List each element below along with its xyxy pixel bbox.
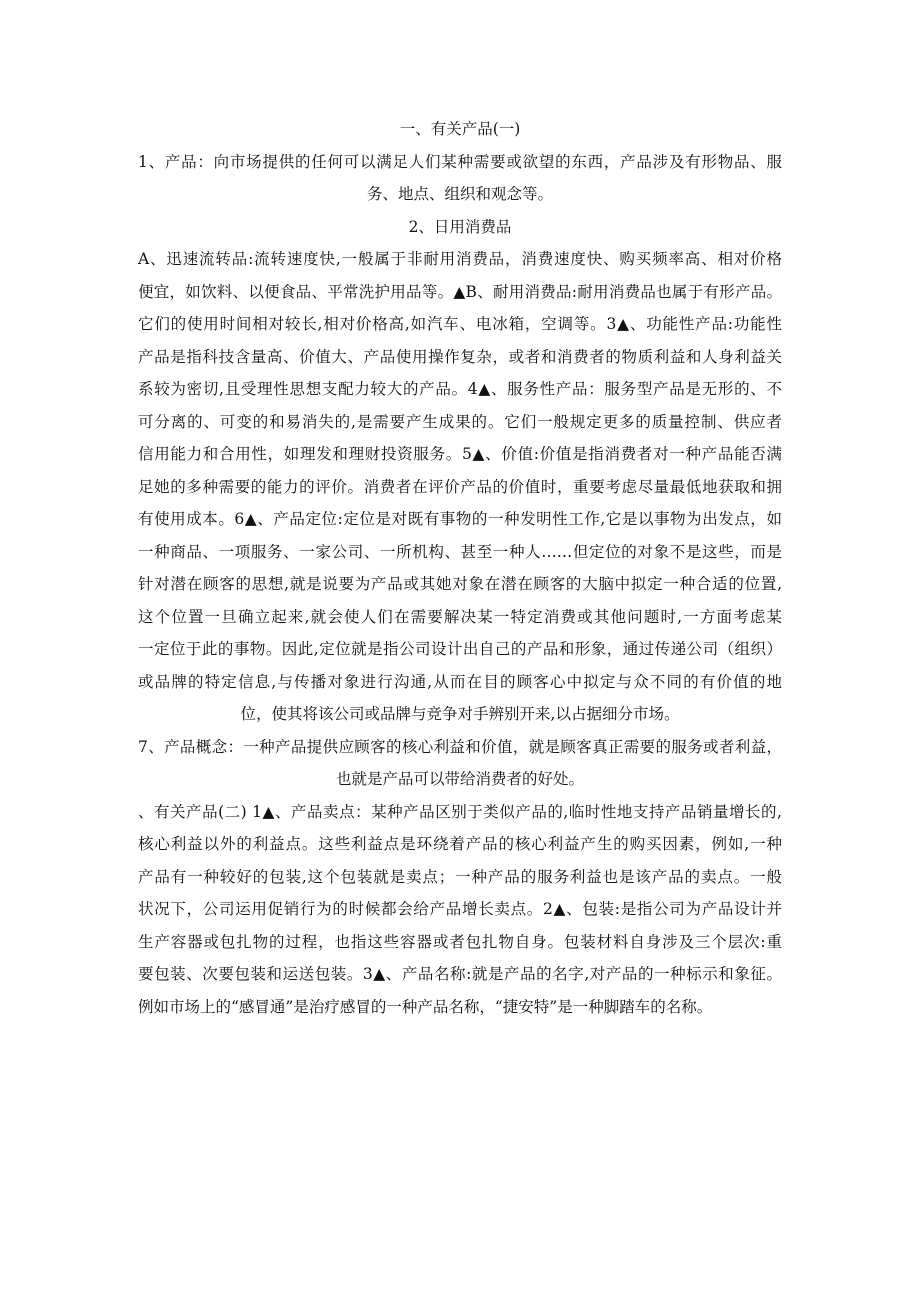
paragraph-line: 可分离的、可变的和易消失的,是需要产生成果的。它们一般规定更多的质量控制、供应者 xyxy=(138,412,782,431)
paragraph-line: 要包装、次要包装和运送包装。3▲、产品名称:就是产品的名字,对产品的一种标示和象征。 xyxy=(138,965,782,983)
paragraph-line: 位，使其将该公司或品牌与竞争对手辨别开来,以占据细分市场。 xyxy=(240,705,680,723)
page-title: 一、有关产品(一) xyxy=(399,120,521,138)
paragraph-line: 也就是产品可以带给消费者的好处。 xyxy=(335,770,584,788)
paragraph-line: 例如市场上的“感冒通”是治疗感冒的一种产品名称，“捷安特”是一种脚踏车的名称。 xyxy=(138,997,713,1016)
paragraph-line: 这个位置一旦确立起来,就会使人们在需要解决某一特定消费或其他问题时,一方面考虑某 xyxy=(138,607,782,626)
paragraph-line: 一定位于此的事物。因此,定位就是指公司设计出自己的产品和形象，通过传递公司（组织） xyxy=(138,640,782,658)
paragraph-line: 产品有一种较好的包装,这个包装就是卖点；一种产品的服务利益也是该产品的卖点。一般 xyxy=(138,867,782,886)
paragraph-line: 一种商品、一项服务、一家公司、一所机构、甚至一种人……但定位的对象不是这些，而是 xyxy=(138,542,782,561)
paragraph-line: 便宜，如饮料、以便食品、平常洗护用品等。▲B、耐用消费品:耐用消费品也属于有形产品。 xyxy=(138,282,782,301)
paragraph-line: 足她的多种需要的能力的评价。消费者在评价产品的价值时，重要考虑尽量最低地获取和拥 xyxy=(138,477,782,496)
paragraph-line: 核心利益以外的利益点。这些利益点是环绕着产品的核心利益产生的购买因素，例如,一种 xyxy=(138,835,782,853)
paragraph-line: 针对潜在顾客的思想,就是说要为产品或其她对象在潜在顾客的大脑中拟定一种合适的位置, xyxy=(138,575,782,593)
paragraph-line: 7、产品概念：一种产品提供应顾客的核心利益和价值，就是顾客真正需要的服务或者利益， xyxy=(138,737,782,756)
paragraph-line: 产品是指科技含量高、价值大、产品使用操作复杂，或者和消费者的物质利益和人身利益关 xyxy=(138,347,782,366)
paragraph-line: A、迅速流转品:流转速度快,一般属于非耐用消费品，消费速度快、购买频率高、相对价格 xyxy=(138,250,782,268)
paragraph-line: 系较为密切,且受理性思想支配力较大的产品。4▲、服务性产品：服务型产品是无形的、不 xyxy=(138,380,782,398)
section-heading: 2、日用消费品 xyxy=(408,217,512,236)
paragraph-line: 、有关产品(二) 1▲、产品卖点：某种产品区别于类似产品的,临时性地支持产品销量增长的, xyxy=(138,802,782,821)
paragraph-line: 或品牌的特定信息,与传播对象进行沟通,从而在目的顾客心中拟定与众不同的有价值的地 xyxy=(138,672,782,691)
paragraph-line: 务、地点、组织和观念等。 xyxy=(366,185,553,203)
paragraph-line: 状况下，公司运用促销行为的时候都会给产品增长卖点。2▲、包装:是指公司为产品设计并 xyxy=(138,900,782,918)
paragraph-line: 有使用成本。6▲、产品定位:定位是对既有事物的一种发明性工作,它是以事物为出发点，如 xyxy=(138,510,782,528)
paragraph-line: 生产容器或包扎物的过程，也指这些容器或者包扎物自身。包装材料自身涉及三个层次:重 xyxy=(138,932,782,951)
paragraph-line: 1、产品：向市场提供的任何可以满足人们某种需要或欲望的东西，产品涉及有形物品、服 xyxy=(138,152,782,171)
paragraph-line: 信用能力和合用性，如理发和理财投资服务。5▲、价值:价值是指消费者对一种产品能否满 xyxy=(138,445,782,463)
paragraph-line: 它们的使用时间相对较长,相对价格高,如汽车、电冰箱，空调等。3▲、功能性产品:功能性 xyxy=(138,315,782,333)
